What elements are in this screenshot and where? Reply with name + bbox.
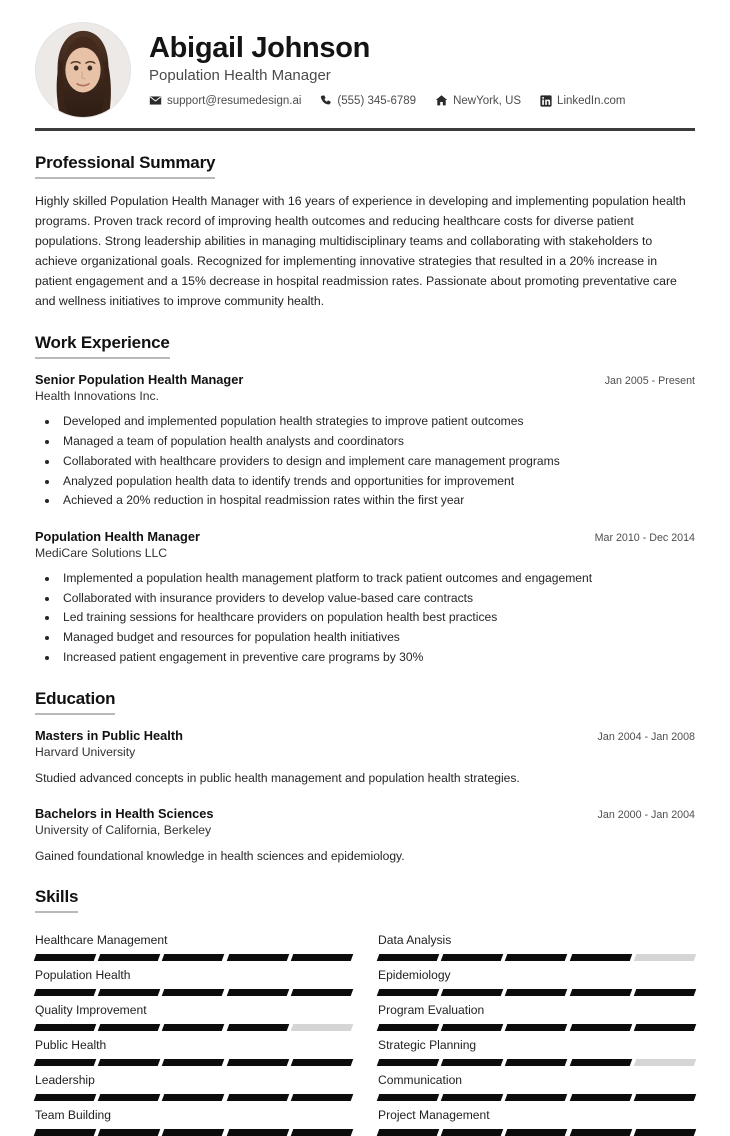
- experience-bullet: • Developed and implemented population health strategies to improve patient outcomes: [59, 412, 695, 432]
- skill-segment: [569, 1094, 632, 1101]
- skill-item: [35, 1101, 352, 1136]
- candidate-job-title: Population Health Manager: [149, 67, 331, 85]
- skill-segment: [291, 1059, 354, 1066]
- skill-segment: [291, 1024, 354, 1031]
- skill-segment: [634, 1059, 697, 1066]
- skill-segment: [98, 989, 161, 996]
- skill-segment: [226, 1024, 289, 1031]
- skill-label: Epidemiology: [378, 967, 451, 982]
- skill-level-bar: [35, 954, 352, 961]
- skill-segment: [98, 1094, 161, 1101]
- skill-segment: [226, 989, 289, 996]
- skill-segment: [34, 1024, 97, 1031]
- contact-location-text: NewYork, US: [453, 94, 522, 107]
- section-title-education: Education: [35, 689, 115, 715]
- skill-item: [378, 1101, 695, 1136]
- skill-segment: [569, 954, 632, 961]
- skill-segment: [162, 954, 225, 961]
- experience-organization: Health Innovations Inc.: [35, 389, 159, 404]
- education-entry: [35, 728, 695, 787]
- skill-item: [378, 961, 695, 996]
- contact-email-text: support@resumedesign.ai: [167, 94, 302, 107]
- skill-segment: [634, 1129, 697, 1136]
- skill-level-bar: [378, 1024, 695, 1031]
- skill-segment: [162, 1129, 225, 1136]
- skill-segment: [98, 1024, 161, 1031]
- experience-bullet-list: [35, 569, 695, 668]
- experience-date: Mar 2010 - Dec 2014: [594, 531, 695, 544]
- skill-segment: [634, 1024, 697, 1031]
- experience-bullet: • Increased patient engagement in preventive care programs by 30%: [59, 648, 695, 668]
- skill-segment: [291, 1094, 354, 1101]
- skill-segment: [226, 1059, 289, 1066]
- skill-label: Communication: [378, 1072, 463, 1087]
- skill-segment: [226, 954, 289, 961]
- skill-label: Data Analysis: [378, 932, 452, 947]
- linkedin-icon: [540, 95, 552, 107]
- skill-segment: [98, 954, 161, 961]
- skill-segment: [162, 989, 225, 996]
- skill-segment: [569, 1059, 632, 1066]
- education-school: University of California, Berkeley: [35, 822, 212, 837]
- skill-label: Team Building: [35, 1107, 111, 1122]
- skill-segment: [34, 1129, 97, 1136]
- skill-segment: [34, 1094, 97, 1101]
- education-degree: Bachelors in Health Sciences: [35, 805, 214, 821]
- skill-item: [35, 926, 352, 961]
- skill-segment: [291, 954, 354, 961]
- skill-segment: [98, 1129, 161, 1136]
- skill-segment: [441, 1129, 504, 1136]
- skill-segment: [377, 1094, 440, 1101]
- skill-level-bar: [378, 954, 695, 961]
- contact-linkedin-text: LinkedIn.com: [557, 94, 626, 107]
- skill-level-bar: [35, 1094, 352, 1101]
- skill-item: [378, 1031, 695, 1066]
- education-school: Harvard University: [35, 745, 136, 760]
- skill-level-bar: [35, 1059, 352, 1066]
- skill-label: Population Health: [35, 967, 131, 982]
- skill-item: [35, 996, 352, 1031]
- header-text: [149, 33, 695, 107]
- avatar: [35, 22, 131, 118]
- header-divider: [35, 128, 695, 131]
- education-description: Studied advanced concepts in public health management and population health strategies.: [35, 771, 520, 786]
- skill-item: [35, 961, 352, 996]
- skill-segment: [377, 954, 440, 961]
- skill-segment: [441, 1024, 504, 1031]
- skill-segment: [291, 989, 354, 996]
- contact-phone[interactable]: [320, 94, 416, 107]
- experience-bullet: • Collaborated with insurance providers to develop value-based care contracts: [59, 589, 695, 609]
- education-entry: [35, 806, 695, 865]
- section-skills: [35, 887, 695, 1136]
- skill-segment: [569, 1129, 632, 1136]
- skill-label: Project Management: [378, 1107, 490, 1122]
- experience-date: Jan 2005 - Present: [604, 375, 695, 388]
- skill-label: Quality Improvement: [35, 1002, 147, 1017]
- section-title-experience: Work Experience: [35, 333, 170, 359]
- resume-header: [35, 0, 695, 114]
- skill-label: Public Health: [35, 1037, 107, 1052]
- skill-item: [35, 1031, 352, 1066]
- skill-item: [35, 1066, 352, 1101]
- phone-icon: [320, 94, 332, 107]
- skill-item: [378, 926, 695, 961]
- skill-level-bar: [378, 1059, 695, 1066]
- skill-segment: [634, 1094, 697, 1101]
- experience-entry: [35, 529, 695, 668]
- skill-segment: [377, 1059, 440, 1066]
- section-title-summary: Professional Summary: [35, 153, 215, 179]
- skill-label: Healthcare Management: [35, 932, 168, 947]
- experience-bullet: • Led training sessions for healthcare providers on population health best practices: [59, 608, 695, 628]
- skill-segment: [505, 954, 568, 961]
- experience-bullet: • Analyzed population health data to identify trends and opportunities for improvement: [59, 472, 695, 492]
- skill-segment: [569, 989, 632, 996]
- skill-segment: [162, 1024, 225, 1031]
- experience-entry: [35, 372, 695, 511]
- skill-segment: [98, 1059, 161, 1066]
- skill-item: [378, 1066, 695, 1101]
- candidate-name: Abigail Johnson: [149, 31, 371, 64]
- education-degree: Masters in Public Health: [35, 728, 183, 744]
- skill-segment: [162, 1094, 225, 1101]
- skill-segment: [34, 1059, 97, 1066]
- skill-level-bar: [378, 1129, 695, 1136]
- experience-role: Senior Population Health Manager: [35, 372, 244, 388]
- education-date: Jan 2000 - Jan 2004: [597, 808, 695, 821]
- section-professional-summary: [35, 153, 695, 311]
- experience-organization: MediCare Solutions LLC: [35, 545, 168, 560]
- experience-bullet: • Implemented a population health management platform to track patient outcomes and engagement: [59, 569, 695, 589]
- skill-segment: [162, 1059, 225, 1066]
- skill-segment: [377, 1024, 440, 1031]
- contact-phone-text: (555) 345-6789: [337, 94, 417, 107]
- skill-segment: [441, 989, 504, 996]
- contact-linkedin[interactable]: [540, 95, 625, 107]
- skill-segment: [505, 1094, 568, 1101]
- skill-item: [378, 996, 695, 1031]
- skill-segment: [505, 1129, 568, 1136]
- skill-segment: [377, 989, 440, 996]
- skill-segment: [441, 954, 504, 961]
- skill-segment: [377, 1129, 440, 1136]
- skill-segment: [226, 1094, 289, 1101]
- skill-segment: [569, 1024, 632, 1031]
- summary-text: Highly skilled Population Health Manager with 16 years of experience in developing and implementing population health programs. Proven track record of improving health outcomes and reducing healthcare costs for diverse patient populations. Strong leadership abilities in managing multidisciplinary teams and collaborating with stakeholders to achieve organizational goals. Recognized for implementing innovative strategies that resulted in a 20% increase in patient engagement and a 15% decrease in hospital readmission rates. Passionate about promoting preventative care and wellness initiatives to improve community health.: [35, 194, 686, 308]
- skill-segment: [505, 1024, 568, 1031]
- skill-segment: [441, 1059, 504, 1066]
- skill-segment: [291, 1129, 354, 1136]
- experience-bullet: • Managed budget and resources for population health initiatives: [59, 628, 695, 648]
- contact-email[interactable]: [149, 94, 301, 107]
- skill-level-bar: [35, 1129, 352, 1136]
- education-date: Jan 2004 - Jan 2008: [597, 731, 695, 744]
- experience-bullet: • Achieved a 20% reduction in hospital readmission rates within the first year: [59, 491, 695, 511]
- skill-segment: [505, 989, 568, 996]
- skill-segment: [634, 989, 697, 996]
- education-description: Gained foundational knowledge in health sciences and epidemiology.: [35, 848, 405, 863]
- skill-segment: [34, 989, 97, 996]
- experience-bullet-list: [35, 412, 695, 511]
- experience-role: Population Health Manager: [35, 528, 200, 544]
- skill-label: Leadership: [35, 1072, 95, 1087]
- section-title-skills: Skills: [35, 887, 78, 913]
- experience-bullet: • Managed a team of population health analysts and coordinators: [59, 432, 695, 452]
- skill-segment: [34, 954, 97, 961]
- skill-level-bar: [378, 989, 695, 996]
- skill-label: Strategic Planning: [378, 1037, 477, 1052]
- contact-row: [149, 94, 695, 107]
- section-work-experience: [35, 333, 695, 667]
- home-icon: [435, 94, 448, 107]
- skill-segment: [505, 1059, 568, 1066]
- section-education: [35, 689, 695, 864]
- skill-segment: [226, 1129, 289, 1136]
- skill-segment: [441, 1094, 504, 1101]
- skill-level-bar: [378, 1094, 695, 1101]
- skill-label: Program Evaluation: [378, 1002, 485, 1017]
- skill-segment: [634, 954, 697, 961]
- experience-bullet: • Collaborated with healthcare providers to design and implement care management programs: [59, 452, 695, 472]
- skill-level-bar: [35, 1024, 352, 1031]
- skill-level-bar: [35, 989, 352, 996]
- contact-location[interactable]: [435, 94, 521, 107]
- envelope-icon: [149, 94, 162, 107]
